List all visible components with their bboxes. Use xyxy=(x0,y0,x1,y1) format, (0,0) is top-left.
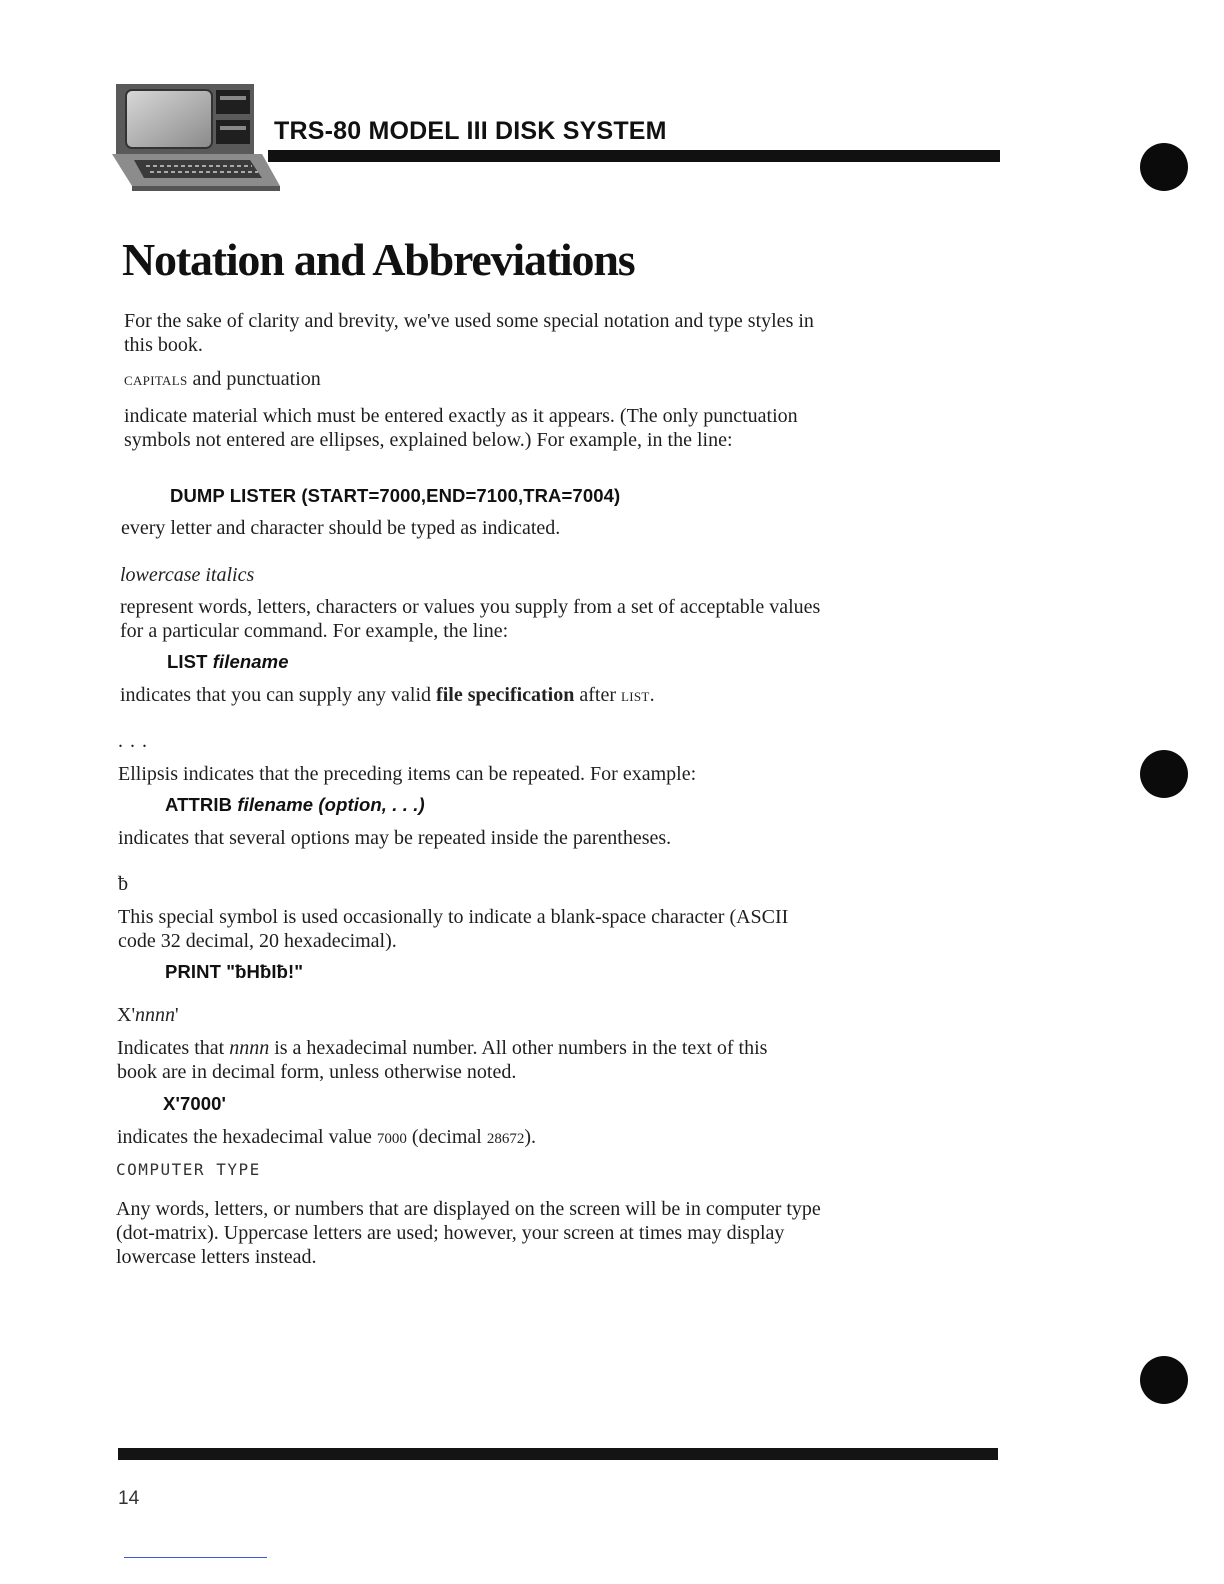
hex-description xyxy=(117,1036,787,1084)
hex-after-decimal: 28672 xyxy=(486,1131,525,1147)
hex-example: X'7000' xyxy=(163,1093,226,1114)
capitals-description: indicate material which must be entered exactly as it appears. (The only punctuation symbols not entered are ellipses, explained below.) For example, in the line: xyxy=(124,405,798,451)
ellipsis-description: Ellipsis indicates that the preceding items can be repeated. For example: xyxy=(118,763,697,785)
italics-after-mid: after xyxy=(574,684,621,706)
hex-desc-post: is a hexadecimal number. All other numbers in the text of this book are in decimal form, unless otherwise noted. xyxy=(117,1037,768,1083)
hex-after xyxy=(117,1125,536,1151)
term-capitals xyxy=(124,367,321,392)
italics-after-end: . xyxy=(649,684,655,706)
page-number: 14 xyxy=(118,1488,140,1509)
header-title: TRS-80 MODEL III DISK SYSTEM xyxy=(274,117,667,145)
hex-after-end: ). xyxy=(524,1126,537,1148)
italics-example-cmd: LIST xyxy=(167,651,208,672)
term-capitals-smallcaps: capitals xyxy=(124,369,188,390)
capitals-after: every letter and character should be typed as indicated. xyxy=(121,517,561,539)
ellipsis-example xyxy=(165,794,425,816)
hex-desc-italic: nnnn xyxy=(229,1037,270,1059)
page-title: Notation and Abbreviations xyxy=(122,234,635,285)
computer-type-description: Any words, letters, or numbers that are displayed on the screen will be in computer type (dot-matrix). Uppercase letters are used; however, your screen at times may display lowercase letters instead. xyxy=(116,1198,821,1268)
term-hex xyxy=(117,1003,179,1027)
scan-underline xyxy=(124,1557,267,1558)
italics-example-arg: filename xyxy=(212,651,289,672)
italics-after-caps: list xyxy=(621,685,650,706)
ellipsis-example-cmd: ATTRIB xyxy=(165,794,233,815)
italics-after-pre: indicates that you can supply any valid xyxy=(120,684,437,706)
ellipsis-example-arg: filename (option, . . .) xyxy=(237,794,425,815)
capitals-example: DUMP LISTER (START=7000,END=7100,TRA=7004) xyxy=(170,485,621,506)
punch-hole xyxy=(1140,750,1188,798)
term-computer-type: COMPUTER TYPE xyxy=(116,1160,261,1179)
italics-description: represent words, letters, characters or values you supply from a set of acceptable values for a particular command. For example, the line: xyxy=(120,596,821,642)
term-capitals-rest: and punctuation xyxy=(187,368,321,390)
term-italics: lowercase italics xyxy=(120,564,255,586)
punch-hole xyxy=(1140,1356,1188,1404)
hex-after-mid: (decimal xyxy=(406,1126,487,1148)
ellipsis-after: indicates that several options may be repeated inside the parentheses. xyxy=(118,827,672,849)
term-hex-post: ' xyxy=(175,1004,179,1026)
italics-after xyxy=(120,683,655,708)
hex-desc-pre: Indicates that xyxy=(117,1037,230,1059)
term-hex-italic: nnnn xyxy=(135,1004,176,1026)
footer-rule xyxy=(118,1448,998,1460)
header-rule xyxy=(268,150,1000,162)
hex-after-pre: indicates the hexadecimal value xyxy=(117,1126,377,1148)
punch-hole xyxy=(1140,143,1188,191)
blank-example: PRINT "ƀHƀIƀ!" xyxy=(165,961,304,982)
term-ellipsis: . . . xyxy=(118,730,148,752)
term-blank-symbol: ƀ xyxy=(118,873,128,895)
italics-example xyxy=(167,651,289,673)
trs80-computer-illustration xyxy=(112,82,284,194)
italics-after-bold: file specification xyxy=(436,684,575,706)
hex-after-value: 7000 xyxy=(376,1131,407,1147)
term-hex-pre: X' xyxy=(117,1004,136,1026)
blank-description: This special symbol is used occasionally to indicate a blank-space character (ASCII code 32 decimal, 20 hexadecimal). xyxy=(118,906,789,952)
intro-paragraph: For the sake of clarity and brevity, we've used some special notation and type styles in this book. xyxy=(124,310,814,356)
